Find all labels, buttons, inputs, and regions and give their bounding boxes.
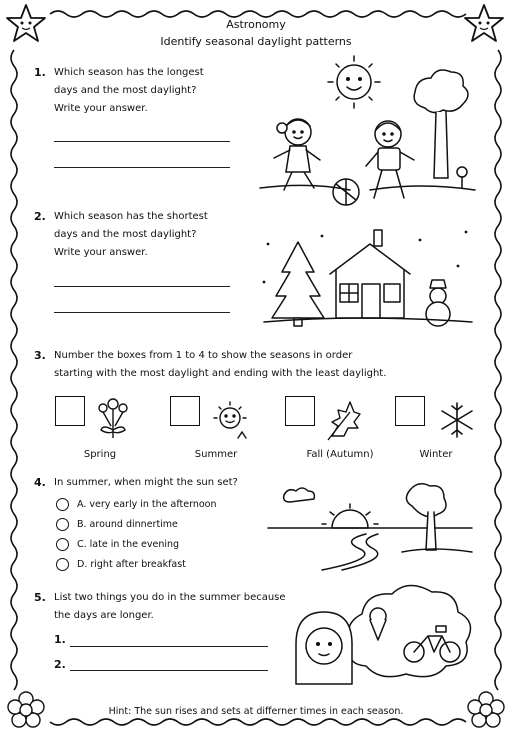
season-box-summer[interactable] (170, 396, 200, 426)
season-box-spring[interactable] (55, 396, 85, 426)
hint-text: Hint: The sun rises and sets at differner times in each season. (108, 706, 404, 717)
snowflake-icon (437, 400, 477, 440)
option-c[interactable]: C. late in the evening (56, 534, 217, 554)
question-2-number: 2. (34, 210, 46, 223)
option-d[interactable]: D. right after breakfast (56, 554, 217, 574)
question-3-number: 3. (34, 349, 46, 362)
question-5-text: List two things you do in the summer because the days are longer. (54, 592, 286, 621)
leaf-icon (324, 398, 364, 442)
season-label-winter: Winter (419, 449, 453, 460)
radio-a[interactable] (56, 498, 69, 511)
season-label-summer: Summer (194, 449, 238, 460)
answer-line-2b[interactable] (54, 312, 230, 313)
radio-d[interactable] (56, 558, 69, 571)
answer-line-1b[interactable] (54, 167, 230, 168)
radio-b[interactable] (56, 518, 69, 531)
flower-icon (93, 396, 133, 442)
answer-line-2a[interactable] (54, 286, 230, 287)
season-label-fall: Fall (Autumn) (306, 449, 374, 460)
page-subtitle: Identify seasonal daylight patterns (160, 35, 352, 48)
option-b[interactable]: B. around dinnertime (56, 514, 217, 534)
girl-thinking-icon (290, 584, 480, 694)
answer-line-5a[interactable] (70, 646, 268, 647)
season-label-spring: Spring (83, 449, 117, 460)
question-1-text: Which season has the longest days and the most daylight? Write your answer. (54, 67, 204, 114)
option-a[interactable]: A. very early in the afternoon (56, 494, 217, 514)
page-subject: Astronomy (226, 18, 286, 31)
question-2-text: Which season has the shortest days and the most daylight? Write your answer. (54, 211, 208, 258)
season-box-fall[interactable] (285, 396, 315, 426)
question-5-number: 5. (34, 591, 46, 604)
options-list (56, 494, 217, 574)
house-icon (258, 222, 478, 332)
children-playing-icon (250, 50, 480, 210)
answer-line-5b[interactable] (70, 670, 268, 671)
question-1-number: 1. (34, 66, 46, 79)
list-number-2: 2. (54, 658, 66, 671)
season-box-winter[interactable] (395, 396, 425, 426)
question-4-text: In summer, when might the sun set? (54, 477, 238, 488)
list-number-1: 1. (54, 633, 66, 646)
radio-c[interactable] (56, 538, 69, 551)
question-3-text: Number the boxes from 1 to 4 to show the seasons in order starting with the most daylight and ending with the least daylight. (54, 350, 387, 379)
sunset-icon (262, 478, 482, 578)
answer-line-1a[interactable] (54, 141, 230, 142)
question-4-number: 4. (34, 476, 46, 489)
sun-icon (208, 398, 252, 442)
